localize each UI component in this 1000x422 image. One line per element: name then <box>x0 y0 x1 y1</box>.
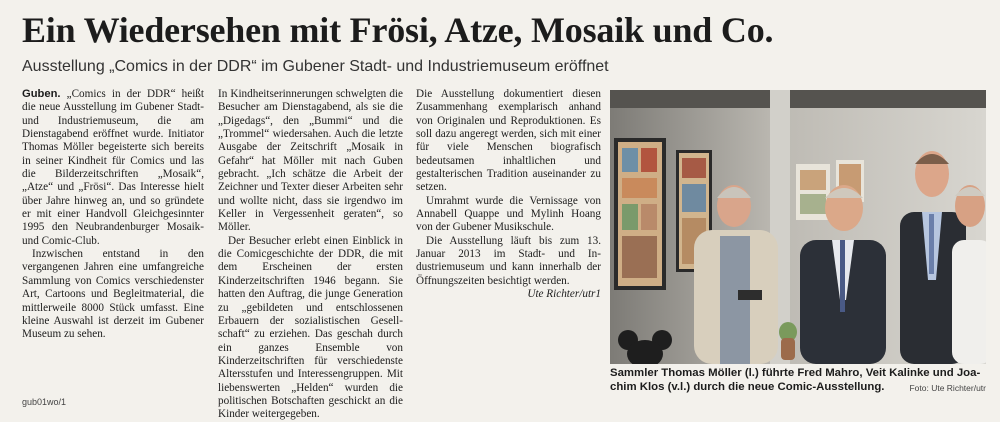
framed-comic-3 <box>796 164 830 220</box>
photo-caption: Sammler Thomas Möller (l.) führte Fred Mahro, Veit Kalinke und Joachim Klos (v.l.) durch die neue Comic-Ausstellung. <box>610 367 981 393</box>
article-paragraph <box>416 234 601 301</box>
article-paragraph <box>22 88 204 248</box>
article-paragraph: Die Ausstellung dokumentiert diesen Zusammenhang exemplarisch anhand von Originalen und Reproduktionen. Es soll dazu angeregt werden, sich mit einer für viele Menschen biografisch bedeutsamen inhaltlichen und gestalterischen Tradition auseinander zu setzen. <box>416 88 601 194</box>
article-paragraph: Inzwischen entstand in den vergangenen Jahren eine umfangreiche Sammlung von Comics verschiedenster Art, Cartoons und Begleitmaterial, die mittlerweile 8000 Stück umfasst. Eine kleine Auswahl ist derzeit im Gubener Museum zu sehen. <box>22 248 204 341</box>
photo-credit: Foto: Ute Richter/utr <box>909 383 986 393</box>
exhibition-photo <box>610 90 986 364</box>
article-paragraph: Umrahmt wurde die Vernissage von Annabell Quappe und Mylinh Hoang von der Gubener Musikschule. <box>416 194 601 234</box>
article-paragraph: In Kindheitserinnerungen schwelgten die Besucher am Dienstagabend, als sie die „Digedags“, den „Bummi“ und die „Trommel“ wiedersahen. Auch die letzte Ausgabe der Zeitschrift „Mosaik in Gefahr“ hat Möller mit nach Guben gebracht. „Ich schätze die Arbeit der Zeichner und Texter dieser Arbeiten sehr und wollte nicht, dass sie irgendwo im Keller in Vergessenheit geraten“, so Möller. <box>218 88 403 234</box>
paragraph-text: „Comics in der DDR“ heißt die neue Ausstellung im Gubener Stadt- und Industriemuseum, die am Dienstagabend eröffnet wurde. Initiator Thomas Möller begeisterte sich bereits in seiner Kindheit für Comics und las die Bilderzeitschriften „Mosaik“, „Atze“ und „Frösi“. Das Interesse hielt über Jahre hinweg an, und so gründete er mit einer Handvoll Gleichgesinnter 1995 den Neubrandenburger Mosaik- und Comic-Club. <box>22 88 205 247</box>
comic-figurine <box>779 322 797 360</box>
framed-comic-1 <box>614 138 666 290</box>
dateline: Guben. <box>22 88 61 100</box>
paragraph-text: Die Ausstellung läuft bis zum 13. Januar 2013 im Stadt- und Industriemuseum und kann innerhalb der Öffnungszeiten besichtigt werden. <box>416 234 601 287</box>
article-column-1 <box>22 88 204 342</box>
author-byline: Ute Richter/utr1 <box>527 288 601 301</box>
article-column-2 <box>218 88 403 422</box>
subheadline: Ausstellung „Comics in der DDR“ im Gubener Stadt- und Industriemuseum eröffnet <box>22 58 609 75</box>
headline: Ein Wiedersehen mit Frösi, Atze, Mosaik und Co. <box>22 10 774 50</box>
article-paragraph: Der Besucher erlebt einen Einblick in die Comicgeschichte der DDR, die mit dem Erscheinen der ersten Kinderzeitschriften 1946 begann. Sie hatten den Auftrag, die junge Generation zu „gebildeten und entschlossenen Erbauern der sozialistischen Gesellschaft“ zu erziehen. Das geschah durch ein ganzes Ensemble von Kinderzeitschriften für verschiedenste Altersstufen und Interessengruppen. Mit liebenswerten „Helden“ wurden die politischen Botschaften geschickt an die Kinder weitergegeben. <box>218 234 403 421</box>
article-column-3 <box>416 88 601 302</box>
person-joachim-klos <box>952 185 986 364</box>
page-code: gub01wo/1 <box>22 397 67 407</box>
exhibition-photo-illustration <box>610 90 986 364</box>
